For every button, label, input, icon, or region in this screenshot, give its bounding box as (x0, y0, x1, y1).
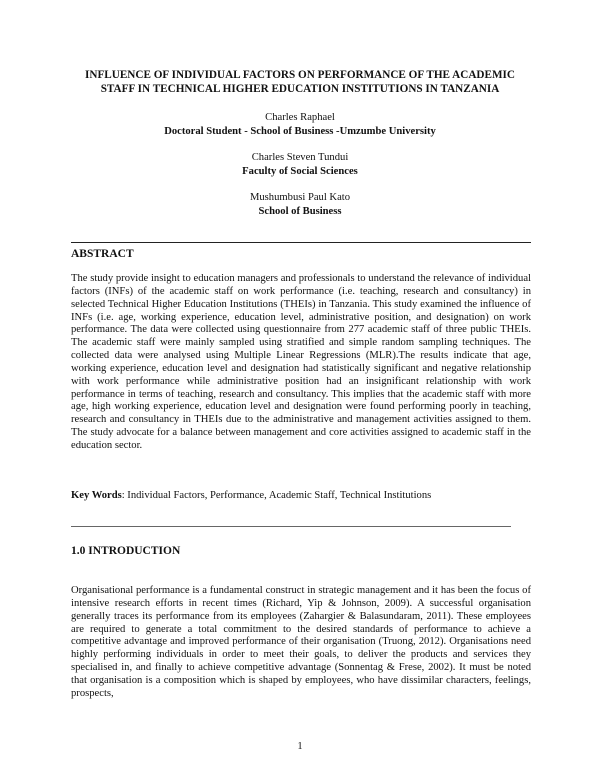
keywords-label: Key Words (71, 490, 122, 501)
introduction-text: Organisational performance is a fundamental construct in strategic management and it has been the focus of intensive research efforts in recent times (Richard, Yip & Johnson, 2009). A successful organisation generally traces its performance from its employees (Zahargier & Balasundaram, 2011). These employees are required to generate a total commitment to the desired standards of performance to achieve a competitive advantage and improved performance of their organisation (Truong, 2012). Organisations need highly performing individuals in order to meet their goals, to deliver the products and services they specialised in, and finally to achieve competitive advantage (Sonnentag & Frese, 2002). It must be noted that organisation is a composition which is shaped by employees, who have dissimilar characters, feelings, prospects, (71, 585, 531, 699)
introduction-heading: 1.0 INTRODUCTION (71, 545, 181, 557)
abstract-heading: ABSTRACT (71, 248, 134, 260)
divider (71, 242, 531, 243)
divider (71, 526, 511, 527)
author-affiliation: Doctoral Student - School of Business -Umzumbe University (164, 125, 436, 137)
author-name: Charles Steven Tundui (251, 152, 349, 163)
keywords (71, 489, 431, 502)
author-affiliation: Faculty of Social Sciences (242, 165, 358, 177)
abstract-text: The study provide insight to education managers and professionals to understand the relevance of individual factors (INFs) of the academic staff on work performance (i.e. teaching, research and consultancy) in selected Technical Higher Education Institutions (THEIs) in Tanzania. This study examined the influence of INFs (i.e. age, working experience, education level, administrative position, and designation) on work performance. The data were collected using questionnaire from 277 academic staff of three public THEIs. The academic staff were mainly sampled using stratified and simple random sampling techniques. The collected data were analysed using Multiple Linear Regressions (MLR).The results indicate that age, working experience, education level and designation had statistically significant and negative relationship with work performance while administrative position had an insignificant relationship with work performance in terms of teaching, research and consultancy. This implies that the academic staff with more age, high working experience, education level and designation were found performing poorly in teaching, research and consultancy in THEIs due to the administrative and management activities assigned to them. The study advocate for a balance between management and core activities assigned to academic staff in the education sector. (71, 273, 531, 451)
title-line-1: INFLUENCE OF INDIVIDUAL FACTORS ON PERFORMANCE OF THE ACADEMIC (85, 69, 515, 81)
author-name: Charles Raphael (265, 112, 335, 123)
author-name: Mushumbusi Paul Kato (249, 192, 351, 203)
paper-title (60, 68, 540, 96)
keywords-text: : Individual Factors, Performance, Academic Staff, Technical Institutions (121, 490, 432, 501)
author-block-2 (60, 151, 540, 178)
page-number: 1 (297, 741, 303, 752)
title-line-2: STAFF IN TECHNICAL HIGHER EDUCATION INSTITUTIONS IN TANZANIA (100, 83, 500, 95)
author-block-3 (60, 191, 540, 218)
author-block-1 (60, 111, 540, 138)
author-affiliation: School of Business (258, 205, 342, 217)
